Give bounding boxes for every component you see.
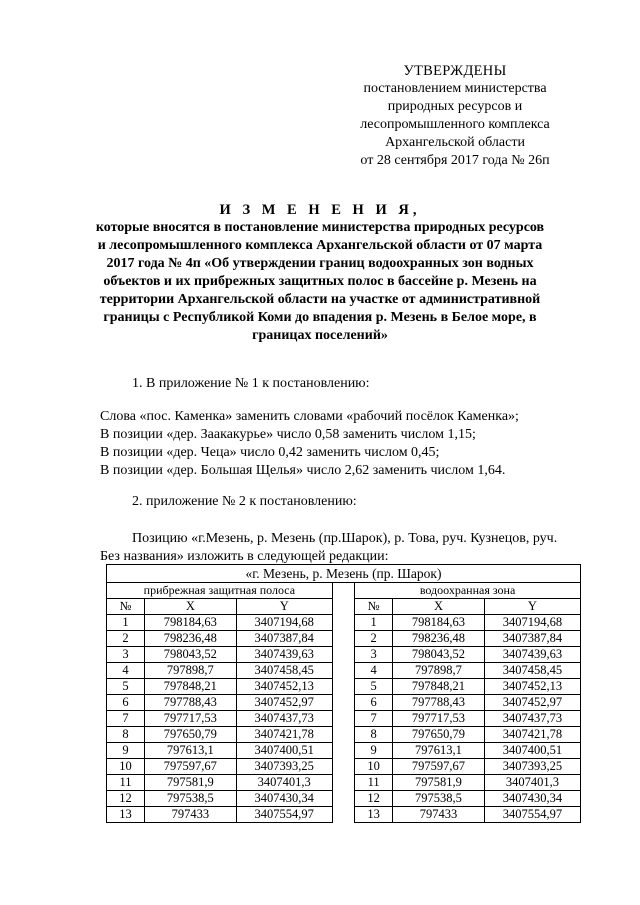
cell-no: 13 bbox=[107, 807, 145, 823]
table-gap bbox=[332, 727, 354, 743]
cell-y: 3407393,25 bbox=[236, 759, 332, 775]
approval-date-line: от 28 сентября 2017 года № 26п bbox=[360, 153, 550, 168]
table-gap bbox=[332, 583, 354, 599]
approval-line: природных ресурсов и bbox=[387, 99, 523, 114]
table-caption: «г. Мезень, р. Мезень (пр. Шарок) bbox=[107, 565, 581, 583]
cell-no: 12 bbox=[107, 791, 145, 807]
cell-no: 6 bbox=[355, 695, 393, 711]
cell-y: 3407437,73 bbox=[236, 711, 332, 727]
cell-x: 797898,7 bbox=[393, 663, 485, 679]
approval-line: лесопромышленного комплекса bbox=[360, 117, 550, 132]
position-line: Без названия» изложить в следующей редакции: bbox=[100, 549, 389, 564]
cell-no: 9 bbox=[107, 743, 145, 759]
column-header-x: X bbox=[145, 599, 237, 615]
table-group-header-row bbox=[107, 583, 581, 599]
table-row bbox=[107, 775, 581, 791]
cell-y: 3407421,78 bbox=[236, 727, 332, 743]
table-gap bbox=[332, 647, 354, 663]
cell-no: 2 bbox=[107, 631, 145, 647]
table-row bbox=[107, 807, 581, 823]
document-title-block bbox=[95, 201, 545, 345]
cell-y: 3407194,68 bbox=[484, 615, 580, 631]
table-gap bbox=[332, 631, 354, 647]
table-caption-row bbox=[107, 565, 581, 583]
cell-y: 3407400,51 bbox=[484, 743, 580, 759]
cell-x: 797898,7 bbox=[145, 663, 237, 679]
cell-no: 9 bbox=[355, 743, 393, 759]
cell-y: 3407458,45 bbox=[484, 663, 580, 679]
group-header-coastal-strip: прибрежная защитная полоса bbox=[107, 583, 333, 599]
table-row bbox=[107, 679, 581, 695]
cell-no: 1 bbox=[107, 615, 145, 631]
table-gap bbox=[332, 759, 354, 775]
cell-y: 3407401,3 bbox=[484, 775, 580, 791]
table-gap bbox=[332, 791, 354, 807]
table-row bbox=[107, 759, 581, 775]
cell-no: 8 bbox=[355, 727, 393, 743]
change-line: В позиции «дер. Большая Щелья» число 2,62 заменить числом 1,64. bbox=[100, 463, 506, 478]
cell-no: 1 bbox=[355, 615, 393, 631]
cell-no: 4 bbox=[355, 663, 393, 679]
cell-no: 7 bbox=[355, 711, 393, 727]
approval-block bbox=[330, 62, 580, 170]
change-line: Слова «пос. Каменка» заменить словами «рабочий посёлок Каменка»; bbox=[100, 409, 519, 424]
subtitle-line: объектов и их прибрежных защитных полос в бассейне р. Мезень на bbox=[103, 274, 537, 289]
cell-x: 797433 bbox=[145, 807, 237, 823]
position-line: Позицию «г.Мезень, р. Мезень (пр.Шарок), р. Това, руч. Кузнецов, руч. bbox=[132, 531, 558, 546]
cell-x: 797613,1 bbox=[145, 743, 237, 759]
group-header-water-protection-zone: водоохранная зона bbox=[355, 583, 581, 599]
cell-no: 13 bbox=[355, 807, 393, 823]
cell-x: 797597,67 bbox=[393, 759, 485, 775]
cell-no: 5 bbox=[107, 679, 145, 695]
column-header-y: Y bbox=[484, 599, 580, 615]
cell-x: 797538,5 bbox=[393, 791, 485, 807]
table-row bbox=[107, 711, 581, 727]
table-row bbox=[107, 743, 581, 759]
cell-x: 797597,67 bbox=[145, 759, 237, 775]
cell-no: 5 bbox=[355, 679, 393, 695]
cell-x: 797581,9 bbox=[393, 775, 485, 791]
table-gap bbox=[332, 807, 354, 823]
cell-y: 3407452,97 bbox=[236, 695, 332, 711]
cell-y: 3407430,34 bbox=[236, 791, 332, 807]
column-header-no: № bbox=[107, 599, 145, 615]
table-row bbox=[107, 631, 581, 647]
table-gap bbox=[332, 663, 354, 679]
cell-y: 3407554,97 bbox=[484, 807, 580, 823]
cell-no: 10 bbox=[107, 759, 145, 775]
table-gap bbox=[332, 615, 354, 631]
cell-x: 798236,48 bbox=[145, 631, 237, 647]
cell-x: 797717,53 bbox=[393, 711, 485, 727]
cell-x: 798043,52 bbox=[393, 647, 485, 663]
document-title: И З М Е Н Е Н И Я, bbox=[219, 202, 421, 218]
cell-no: 11 bbox=[107, 775, 145, 791]
item-1-heading: 1. В приложение № 1 к постановлению: bbox=[132, 376, 370, 391]
cell-y: 3407437,73 bbox=[484, 711, 580, 727]
item-1-changes bbox=[100, 408, 600, 480]
cell-y: 3407554,97 bbox=[236, 807, 332, 823]
cell-no: 7 bbox=[107, 711, 145, 727]
cell-y: 3407439,63 bbox=[484, 647, 580, 663]
position-paragraph bbox=[100, 530, 600, 566]
table-gap bbox=[332, 599, 354, 615]
subtitle-line: территории Архангельской области на участке от административной bbox=[99, 292, 541, 307]
cell-y: 3407393,25 bbox=[484, 759, 580, 775]
cell-no: 4 bbox=[107, 663, 145, 679]
cell-x: 797613,1 bbox=[393, 743, 485, 759]
cell-y: 3407421,78 bbox=[484, 727, 580, 743]
cell-y: 3407439,63 bbox=[236, 647, 332, 663]
coordinates-table bbox=[106, 564, 581, 823]
cell-y: 3407430,34 bbox=[484, 791, 580, 807]
approval-line: Архангельской области bbox=[385, 135, 525, 150]
cell-no: 12 bbox=[355, 791, 393, 807]
cell-x: 797848,21 bbox=[145, 679, 237, 695]
cell-y: 3407452,13 bbox=[236, 679, 332, 695]
cell-no: 10 bbox=[355, 759, 393, 775]
table-row bbox=[107, 663, 581, 679]
cell-no: 2 bbox=[355, 631, 393, 647]
table-gap bbox=[332, 775, 354, 791]
table-gap bbox=[332, 711, 354, 727]
table-row bbox=[107, 791, 581, 807]
cell-x: 797650,79 bbox=[145, 727, 237, 743]
table-gap bbox=[332, 743, 354, 759]
cell-x: 797433 bbox=[393, 807, 485, 823]
subtitle-line: границах поселений» bbox=[252, 328, 388, 343]
cell-y: 3407387,84 bbox=[236, 631, 332, 647]
subtitle-line: границы с Республикой Коми до впадения р. Мезень в Белое море, в bbox=[103, 310, 537, 325]
cell-x: 797581,9 bbox=[145, 775, 237, 791]
cell-y: 3407452,97 bbox=[484, 695, 580, 711]
column-header-no: № bbox=[355, 599, 393, 615]
change-line: В позиции «дер. Чеца» число 0,42 заменить числом 0,45; bbox=[100, 445, 440, 460]
cell-x: 797717,53 bbox=[145, 711, 237, 727]
cell-y: 3407400,51 bbox=[236, 743, 332, 759]
cell-x: 797788,43 bbox=[393, 695, 485, 711]
cell-x: 797788,43 bbox=[145, 695, 237, 711]
cell-no: 11 bbox=[355, 775, 393, 791]
table-row bbox=[107, 695, 581, 711]
approval-heading: УТВЕРЖДЕНЫ bbox=[403, 63, 507, 79]
cell-y: 3407387,84 bbox=[484, 631, 580, 647]
change-line: В позиции «дер. Заакакурье» число 0,58 заменить числом 1,15; bbox=[100, 427, 476, 442]
cell-x: 797848,21 bbox=[393, 679, 485, 695]
cell-no: 6 bbox=[107, 695, 145, 711]
cell-x: 798184,63 bbox=[393, 615, 485, 631]
subtitle-line: 2017 года № 4п «Об утверждении границ водоохранных зон водных bbox=[106, 256, 534, 271]
cell-y: 3407452,13 bbox=[484, 679, 580, 695]
table-column-header-row bbox=[107, 599, 581, 615]
cell-x: 798043,52 bbox=[145, 647, 237, 663]
table-row bbox=[107, 727, 581, 743]
cell-no: 8 bbox=[107, 727, 145, 743]
table-gap bbox=[332, 679, 354, 695]
column-header-x: X bbox=[393, 599, 485, 615]
cell-x: 798184,63 bbox=[145, 615, 237, 631]
subtitle-line: и лесопромышленного комплекса Архангельской области от 07 марта bbox=[97, 238, 543, 253]
table-row bbox=[107, 615, 581, 631]
table-gap bbox=[332, 695, 354, 711]
cell-x: 797538,5 bbox=[145, 791, 237, 807]
table-row bbox=[107, 647, 581, 663]
cell-no: 3 bbox=[107, 647, 145, 663]
column-header-y: Y bbox=[236, 599, 332, 615]
approval-line: постановлением министерства bbox=[363, 81, 547, 96]
cell-no: 3 bbox=[355, 647, 393, 663]
cell-y: 3407458,45 bbox=[236, 663, 332, 679]
cell-y: 3407401,3 bbox=[236, 775, 332, 791]
cell-x: 798236,48 bbox=[393, 631, 485, 647]
cell-x: 797650,79 bbox=[393, 727, 485, 743]
item-2-heading: 2. приложение № 2 к постановлению: bbox=[132, 494, 357, 509]
cell-y: 3407194,68 bbox=[236, 615, 332, 631]
subtitle-line: которые вносятся в постановление министерства природных ресурсов bbox=[95, 220, 545, 235]
